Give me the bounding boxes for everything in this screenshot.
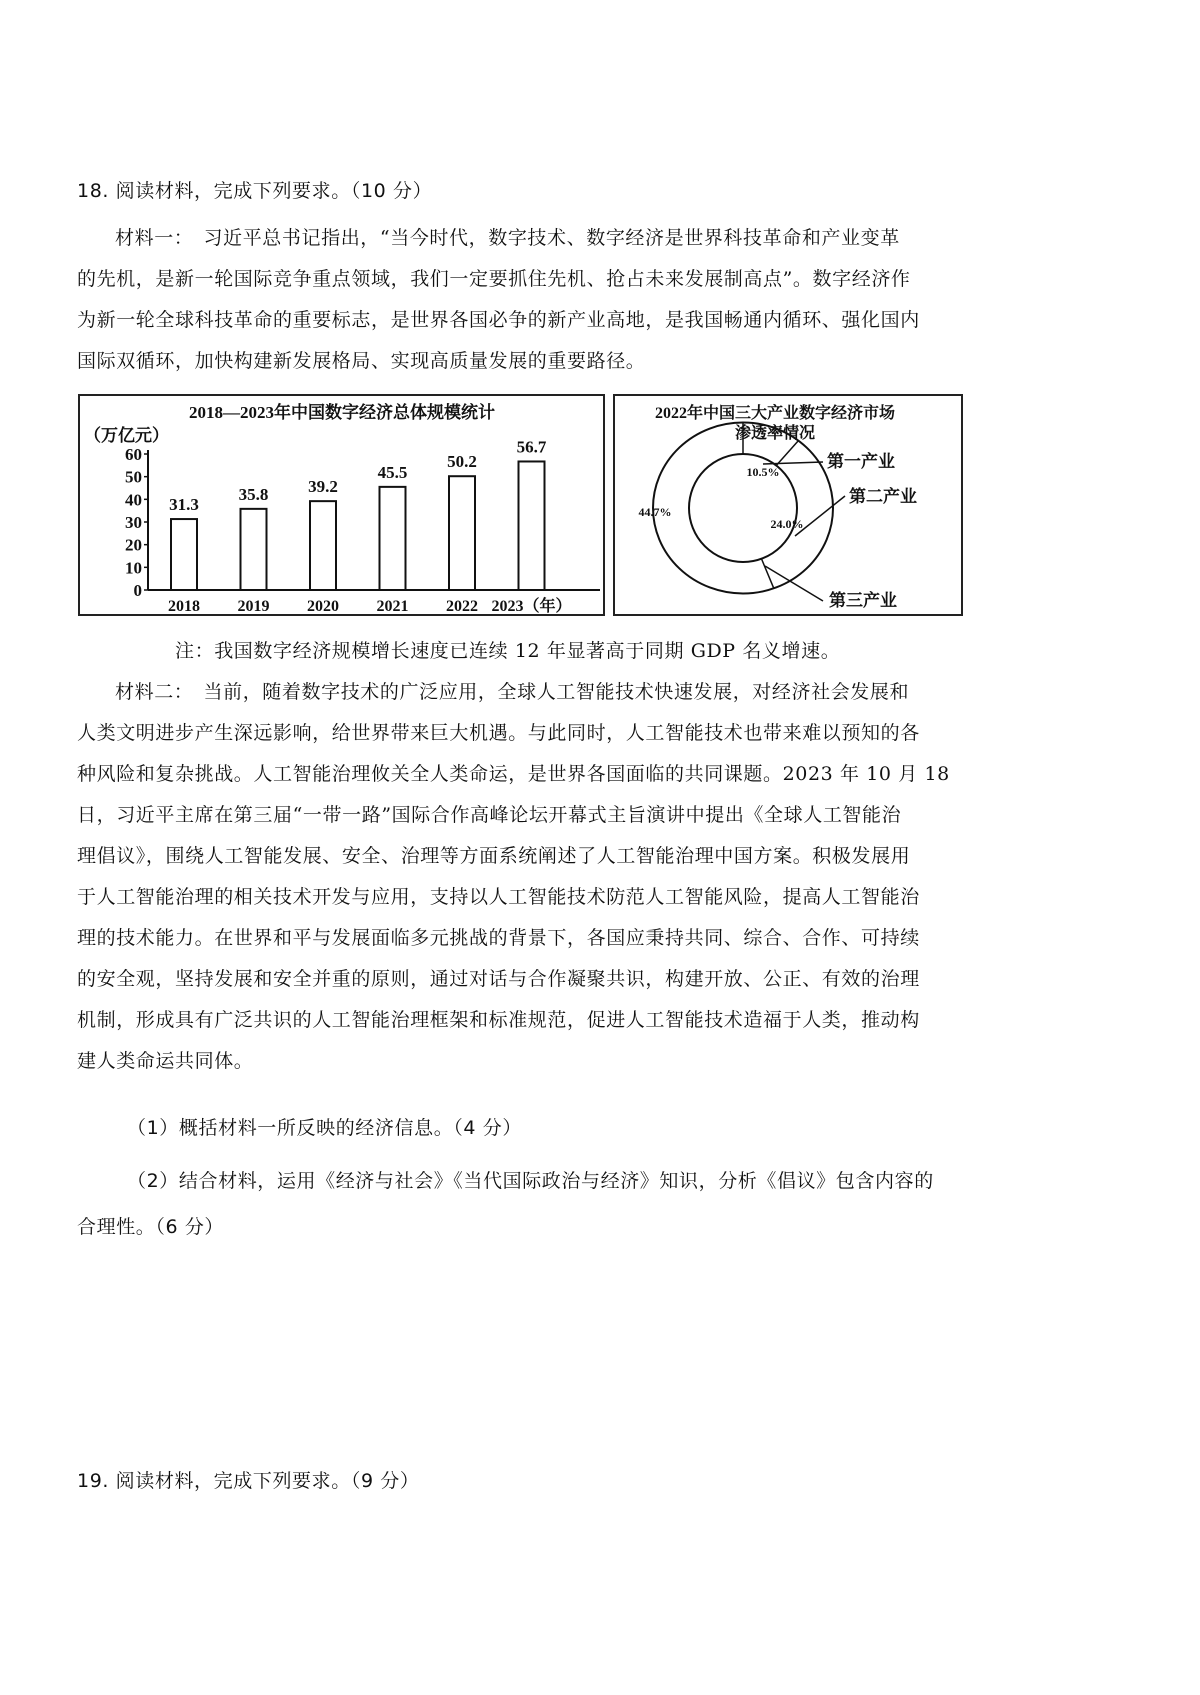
paragraph-line: 为新一轮全球科技革命的重要标志，是世界各国必争的新产业高地，是我国畅通内循环、强化国内	[77, 309, 920, 331]
paragraph-line: 理的技术能力。在世界和平与发展面临多元挑战的背景下，各国应秉持共同、综合、合作、可持续	[77, 927, 920, 949]
x-tick-label: 2019	[237, 598, 270, 614]
slice-value-label: 10.5%	[746, 465, 780, 479]
paragraph-line: 日，习近平主席在第三届“一带一路”国际合作高峰论坛开幕式主旨演讲中提出《全球人工智能治	[77, 804, 902, 826]
paragraph-line: 人类文明进步产生深远影响，给世界带来巨大机遇。与此同时，人工智能技术也带来难以预知的各	[77, 722, 920, 744]
bar-chart	[80, 396, 603, 614]
slice-value-label: 24.0%	[770, 517, 804, 531]
segment-divider	[761, 559, 773, 589]
y-tick-label: 40	[125, 490, 142, 510]
donut-chart	[615, 396, 961, 614]
leader-line	[765, 566, 823, 601]
bar	[449, 476, 475, 590]
paragraph-line: 建人类命运共同体。	[77, 1050, 254, 1072]
bar	[171, 519, 197, 590]
paragraph-line: 的先机，是新一轮国际竞争重点领域，我们一定要抓住先机、抢占未来发展制高点”。数字经济作	[77, 268, 911, 290]
donut-chart-panel	[613, 394, 963, 616]
paragraph-line: 国际双循环，加快构建新发展格局、实现高质量发展的重要路径。	[77, 350, 646, 372]
paragraph-line: 的安全观，坚持发展和安全并重的原则，通过对话与合作凝聚共识，构建开放、公正、有效的治理	[77, 968, 920, 990]
question-18-title: 18. 阅读材料，完成下列要求。（10 分）	[77, 180, 433, 202]
paragraph-line: 机制，形成具有广泛共识的人工智能治理框架和标准规范，促进人工智能技术造福于人类，推动构	[77, 1009, 920, 1031]
slice-label: 第一产业	[827, 452, 895, 471]
question-19-title: 19. 阅读材料，完成下列要求。（9 分）	[77, 1470, 420, 1492]
bar	[241, 509, 267, 590]
y-tick-label: 20	[125, 535, 142, 555]
paragraph-line: 理倡议》，围绕人工智能发展、安全、治理等方面系统阐述了人工智能治理中国方案。积极发展用	[77, 845, 911, 867]
donut-inner	[689, 454, 797, 562]
y-tick-label: 10	[125, 558, 142, 578]
bar-value-label: 31.3	[169, 495, 199, 515]
y-tick-label: 50	[125, 467, 142, 487]
bar-value-label: 50.2	[447, 452, 477, 472]
y-axis-label: （万亿元）	[84, 426, 169, 445]
y-tick-label: 30	[125, 513, 142, 532]
chart-note: 注：我国数字经济规模增长速度已连续 12 年显著高于同期 GDP 名义增速。	[175, 640, 841, 662]
bar-value-label: 35.8	[238, 484, 269, 504]
x-tick-label: 2023（年）	[491, 598, 572, 614]
bar	[310, 501, 336, 590]
bar-chart-panel	[78, 394, 605, 616]
y-tick-label: 60	[125, 445, 142, 464]
bar	[380, 487, 406, 590]
paragraph-line: 种风险和复杂挑战。人工智能治理攸关全人类命运，是世界各国面临的共同课题。2023 年 10 月 18	[77, 763, 950, 785]
bar	[519, 461, 545, 590]
segment-divider	[776, 441, 798, 466]
bar-value-label: 45.5	[377, 462, 408, 482]
y-tick-label: 0	[133, 581, 142, 600]
x-tick-label: 2020	[307, 598, 339, 614]
chart-title: 2022年中国三大产业数字经济市场	[654, 405, 896, 422]
chart-title: 渗透率情况	[734, 425, 816, 442]
sub-question-1: （1）概括材料一所反映的经济信息。（4 分）	[127, 1117, 522, 1139]
paragraph-line: 材料二： 当前，随着数字技术的广泛应用，全球人工智能技术快速发展，对经济社会发展和	[115, 681, 910, 703]
bar-value-label: 39.2	[308, 477, 338, 497]
bar-value-label: 56.7	[516, 437, 547, 457]
x-tick-label: 2018	[168, 598, 200, 614]
x-tick-label: 2021	[376, 598, 409, 614]
x-tick-label: 2022	[446, 598, 478, 614]
slice-label: 第三产业	[829, 591, 897, 610]
paragraph-line: 材料一： 习近平总书记指出，“当今时代，数字技术、数字经济是世界科技革命和产业变革	[115, 227, 900, 249]
chart-title: 2018—2023年中国数字经济总体规模统计	[189, 403, 495, 422]
leader-line	[795, 496, 845, 536]
sub-question-2-line: 合理性。（6 分）	[77, 1216, 225, 1238]
slice-label: 第二产业	[849, 487, 917, 506]
slice-value-label: 44.7%	[638, 505, 672, 519]
sub-question-2-line: （2）结合材料，运用《经济与社会》《当代国际政治与经济》知识，分析《倡议》包含内容的	[127, 1170, 934, 1192]
paragraph-line: 于人工智能治理的相关技术开发与应用，支持以人工智能技术防范人工智能风险，提高人工智能治	[77, 886, 920, 908]
